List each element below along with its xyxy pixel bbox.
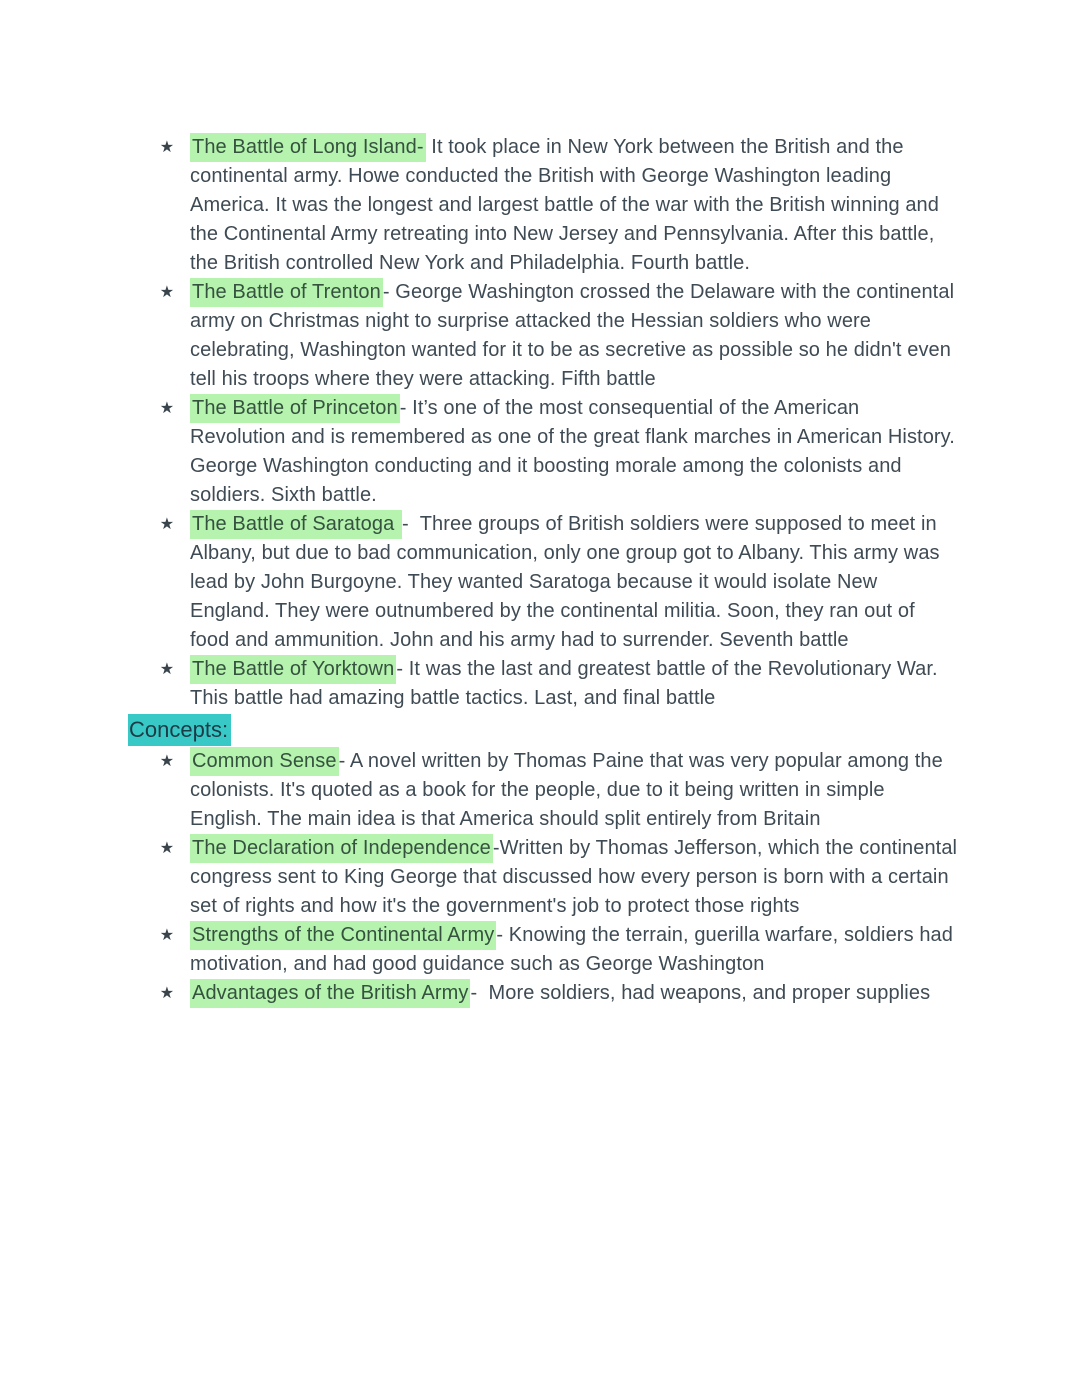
list-item [128,278,958,394]
star-bullet-icon: ★ [159,400,175,417]
highlighted-term: Strengths of the Continental Army [190,921,496,950]
highlighted-term: Common Sense [190,747,339,776]
list-item [128,747,958,834]
list-item [128,133,958,278]
item-text: - Three groups of British soldiers were supposed to meet in Albany, but due to bad communication, only one group got to Albany. This army was lead by John Burgoyne. They wanted Saratoga because it would isolate New England. They were outnumbered by the continental militia. Soon, they ran out of food and ammunition. John and his army had to surrender. Seventh battle [190,513,946,651]
item-text: - It was the last and greatest battle of the Revolutionary War. This battle had amazing battle tactics. Last, and final battle [190,658,944,709]
list-item [128,921,958,979]
star-bullet-icon: ★ [159,840,175,857]
highlighted-term: The Declaration of Independence [190,834,493,863]
item-text: - More soldiers, had weapons, and proper supplies [470,982,931,1004]
list-item [128,979,958,1008]
star-bullet-icon: ★ [159,985,175,1002]
highlighted-term: The Battle of Saratoga [190,510,402,539]
section-heading [128,715,958,745]
star-bullet-icon: ★ [159,516,175,533]
item-text: - It’s one of the most consequential of the American Revolution and is remembered as one of the great flank marches in American History. George Washington conducting and it boosting morale among the colonists and soldiers. Sixth battle. [190,397,961,506]
star-bullet-icon: ★ [159,284,175,301]
highlighted-term: The Battle of Trenton [190,278,383,307]
highlighted-term: The Battle of Princeton [190,394,400,423]
star-bullet-icon: ★ [159,139,175,156]
highlighted-term: Advantages of the British Army [190,979,470,1008]
star-bullet-icon: ★ [159,927,175,944]
item-text: -Written by Thomas Jefferson, which the continental congress sent to King George that discussed how every person is born with a certain set of rights and how it's the government's job to protect those rights [190,837,963,917]
item-text: It took place in New York between the British and the continental army. Howe conducted the British with George Washington leading America. It was the longest and largest battle of the war with the British winning and the Continental Army retreating into New Jersey and Pennsylvania. After this battle, the British controlled New York and Philadelphia. Fourth battle. [190,136,945,274]
star-bullet-icon: ★ [159,661,175,678]
item-text: - George Washington crossed the Delaware with the continental army on Christmas night to surprise attacked the Hessian soldiers who were celebrating, Washington wanted for it to be as secretive as possible so he didn't even tell his troops where they were attacking. Fifth battle [190,281,960,390]
concepts-list [128,747,963,1008]
highlighted-term: The Battle of Long Island- [190,133,426,162]
list-item [128,834,963,921]
list-item [128,655,958,713]
battles-list [128,133,961,713]
star-bullet-icon: ★ [159,753,175,770]
list-item [128,510,958,655]
concepts-heading-highlight: Concepts: [128,714,231,746]
item-text: - A novel written by Thomas Paine that was very popular among the colonists. It's quoted as a book for the people, due to it being written in simple English. The main idea is that America should split entirely from Britain [190,750,949,830]
list-item [128,394,961,510]
item-text: - Knowing the terrain, guerilla warfare, soldiers had motivation, and had good guidance such as George Washington [190,924,959,975]
highlighted-term: The Battle of Yorktown [190,655,396,684]
